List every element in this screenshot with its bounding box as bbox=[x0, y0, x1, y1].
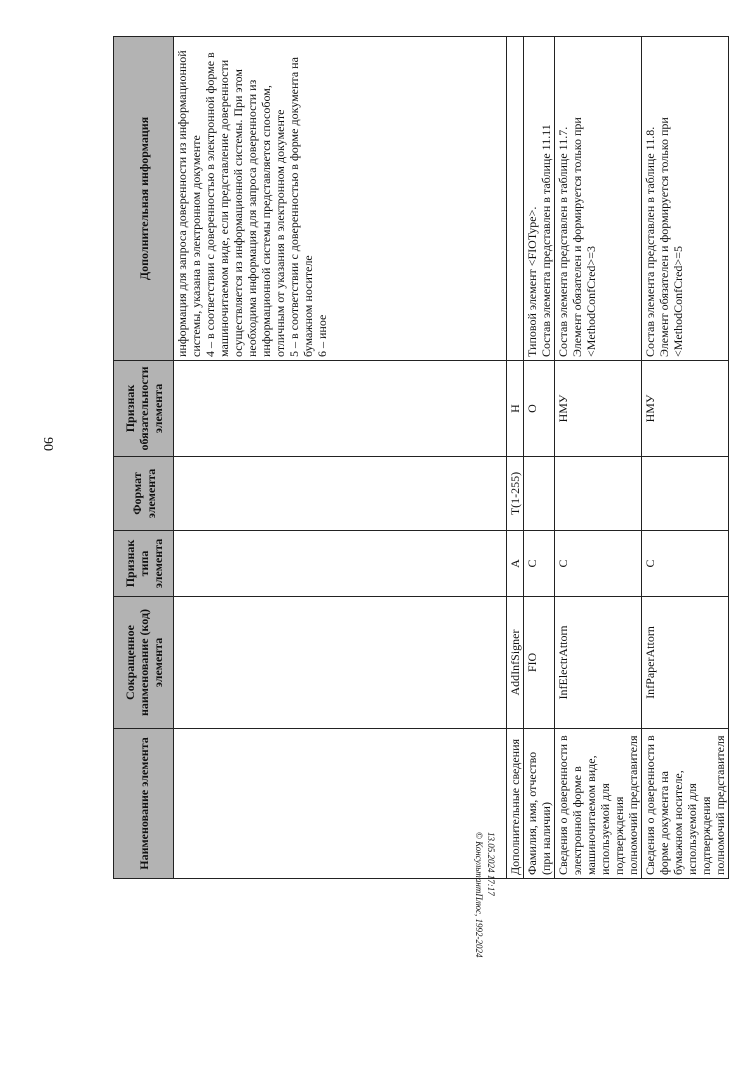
info-line: 6 – иное bbox=[315, 314, 329, 357]
cell-required: Н bbox=[507, 361, 524, 457]
header-code: Сокращенное наименование (код) элемента bbox=[114, 597, 174, 729]
cell-format bbox=[174, 457, 507, 531]
cell-name: Сведения о доверенности в электронной форме в машиночитаемом виде, используемой для подтверждения полномочий представителя bbox=[555, 729, 642, 879]
info-line: Состав элемента представлен в таблице 11.8. bbox=[643, 126, 657, 357]
page-number: 90 bbox=[40, 437, 55, 451]
cell-code: AddInfSigner bbox=[507, 597, 524, 729]
header-name: Наименование элемента bbox=[114, 729, 174, 879]
info-line: Типовой элемент <FIOType>. bbox=[525, 206, 539, 357]
header-row bbox=[114, 37, 174, 879]
info-line: 5 – в соответствии с доверенностью в форме документа на бумажном носителе bbox=[287, 57, 315, 357]
table-row bbox=[642, 37, 729, 879]
table-row bbox=[555, 37, 642, 879]
info-line: информация для запроса доверенности из информационной системы, указана в электронном документе bbox=[175, 50, 203, 357]
cell-type: А bbox=[507, 531, 524, 597]
footer-copyright: © КонсультантПлюс, 1992-2024 bbox=[474, 832, 484, 958]
table-row bbox=[524, 37, 555, 879]
cell-info bbox=[555, 37, 642, 361]
cell-info bbox=[524, 37, 555, 361]
cell-info bbox=[507, 37, 524, 361]
cell-format bbox=[524, 457, 555, 531]
header-required: Признак обязательности элемента bbox=[114, 361, 174, 457]
cell-code: InfElectrAttorn bbox=[555, 597, 642, 729]
header-format: Формат элемента bbox=[114, 457, 174, 531]
cell-format: T(1-255) bbox=[507, 457, 524, 531]
info-line: 4 – в соответствии с доверенностью в электронной форме в машиночитаемом виде, если представление доверенности осуществляется из информационной системы. При этом необходима информация для запроса доверенности из информационной системы представляется способом, отличным от указания в электронном документе bbox=[203, 52, 287, 357]
element-table bbox=[113, 36, 729, 879]
cell-required bbox=[174, 361, 507, 457]
rotated-table bbox=[113, 37, 727, 879]
cell-name: Сведения о доверенности в форме документа на бумажном носителе, используемой для подтверждения полномочий представителя bbox=[642, 729, 729, 879]
cell-code bbox=[174, 597, 507, 729]
cell-required: НМУ bbox=[555, 361, 642, 457]
cell-info bbox=[642, 37, 729, 361]
cell-code: FIO bbox=[524, 597, 555, 729]
cell-type: С bbox=[555, 531, 642, 597]
cell-name: Дополнительные сведения bbox=[507, 729, 524, 879]
cell-type: С bbox=[642, 531, 729, 597]
cell-name bbox=[174, 729, 507, 879]
table-row bbox=[507, 37, 524, 879]
header-info: Дополнительная информация bbox=[114, 37, 174, 361]
info-line: Элемент обязателен и формируется только при <MethodConfCred>=5 bbox=[657, 117, 685, 357]
cell-required: О bbox=[524, 361, 555, 457]
info-line: Элемент обязателен и формируется только при <MethodConfCred>=3 bbox=[570, 117, 598, 357]
cell-type bbox=[174, 531, 507, 597]
cell-format bbox=[555, 457, 642, 531]
cell-info bbox=[174, 37, 507, 361]
table-row bbox=[174, 37, 507, 879]
cell-format bbox=[642, 457, 729, 531]
info-line: Состав элемента представлен в таблице 11.7. bbox=[556, 126, 570, 357]
header-type: Признак типа элемента bbox=[114, 531, 174, 597]
footer bbox=[473, 832, 497, 1092]
cell-name: Фамилия, имя, отчество (при наличии) bbox=[524, 729, 555, 879]
cell-required: НМУ bbox=[642, 361, 729, 457]
info-line: Состав элемента представлен в таблице 11.11 bbox=[539, 124, 553, 357]
footer-date: 13.05.2024 17:17 bbox=[486, 832, 496, 896]
cell-code: InfPaperAttorn bbox=[642, 597, 729, 729]
cell-type: С bbox=[524, 531, 555, 597]
